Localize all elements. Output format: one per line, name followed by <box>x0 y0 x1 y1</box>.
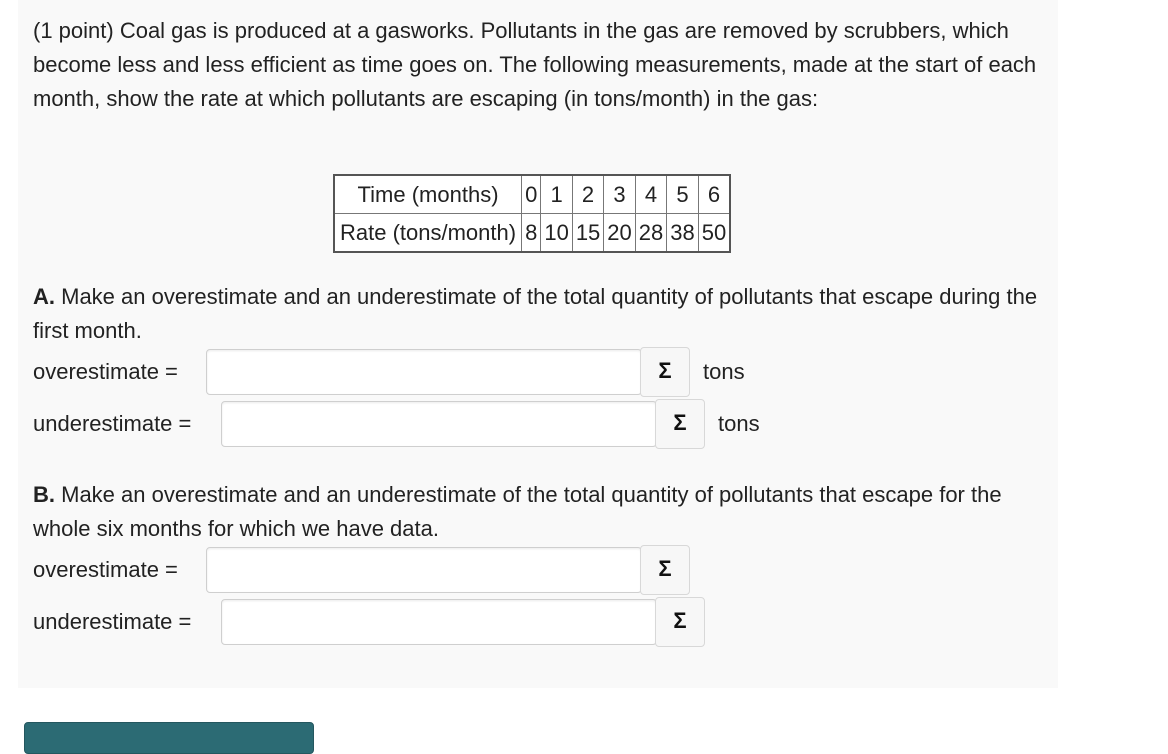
part-a-over-sigma-icon[interactable]: Σ <box>640 347 690 397</box>
part-b-over-sigma-icon[interactable]: Σ <box>640 545 690 595</box>
rate-cell: 50 <box>698 214 730 253</box>
part-a-over-label: overestimate = <box>33 359 178 384</box>
time-cell: 3 <box>604 175 635 214</box>
rate-cell: 20 <box>604 214 635 253</box>
time-cell: 6 <box>698 175 730 214</box>
time-cell: 2 <box>572 175 603 214</box>
part-a-underestimate-input[interactable] <box>221 401 657 447</box>
time-header: Time (months) <box>334 175 522 214</box>
problem-intro: (1 point) Coal gas is produced at a gasworks. Pollutants in the gas are removed by scrubbers, which become less and less efficient as time goes on. The following measurements, made at the start of each month, show the rate at which pollutants are escaping (in tons/month) in the gas: <box>33 18 1037 111</box>
rate-cell: 28 <box>635 214 666 253</box>
part-a-overestimate-input[interactable] <box>206 349 642 395</box>
part-a-under-sigma-icon[interactable]: Σ <box>655 399 705 449</box>
part-b-text: Make an overestimate and an underestimate of the total quantity of pollutants that escape for the whole six months for which we have data. <box>33 482 1002 541</box>
rate-header: Rate (tons/month) <box>334 214 522 253</box>
part-a-under-label: underestimate = <box>33 411 192 436</box>
part-b-prompt <box>33 478 1043 546</box>
time-cell: 0 <box>522 175 541 214</box>
time-cell: 5 <box>667 175 698 214</box>
rate-cell: 15 <box>572 214 603 253</box>
part-b-letter: B. <box>33 482 55 507</box>
part-b-overestimate-input[interactable] <box>206 547 642 593</box>
part-a-letter: A. <box>33 284 55 309</box>
part-a-over-unit: tons <box>703 359 745 384</box>
time-cell: 4 <box>635 175 666 214</box>
part-a-text: Make an overestimate and an underestimate of the total quantity of pollutants that escape during the first month. <box>33 284 1038 343</box>
rate-cell: 10 <box>541 214 572 253</box>
rate-row <box>334 214 730 253</box>
submit-button[interactable] <box>24 722 314 754</box>
part-b-under-sigma-icon[interactable]: Σ <box>655 597 705 647</box>
time-cell: 1 <box>541 175 572 214</box>
rate-cell: 38 <box>667 214 698 253</box>
rate-cell: 8 <box>522 214 541 253</box>
part-a-prompt <box>33 280 1043 348</box>
data-table <box>333 174 731 253</box>
part-b-under-label: underestimate = <box>33 609 192 634</box>
part-b-over-label: overestimate = <box>33 557 178 582</box>
time-row <box>334 175 730 214</box>
part-b-underestimate-input[interactable] <box>221 599 657 645</box>
part-a-under-unit: tons <box>718 411 760 436</box>
